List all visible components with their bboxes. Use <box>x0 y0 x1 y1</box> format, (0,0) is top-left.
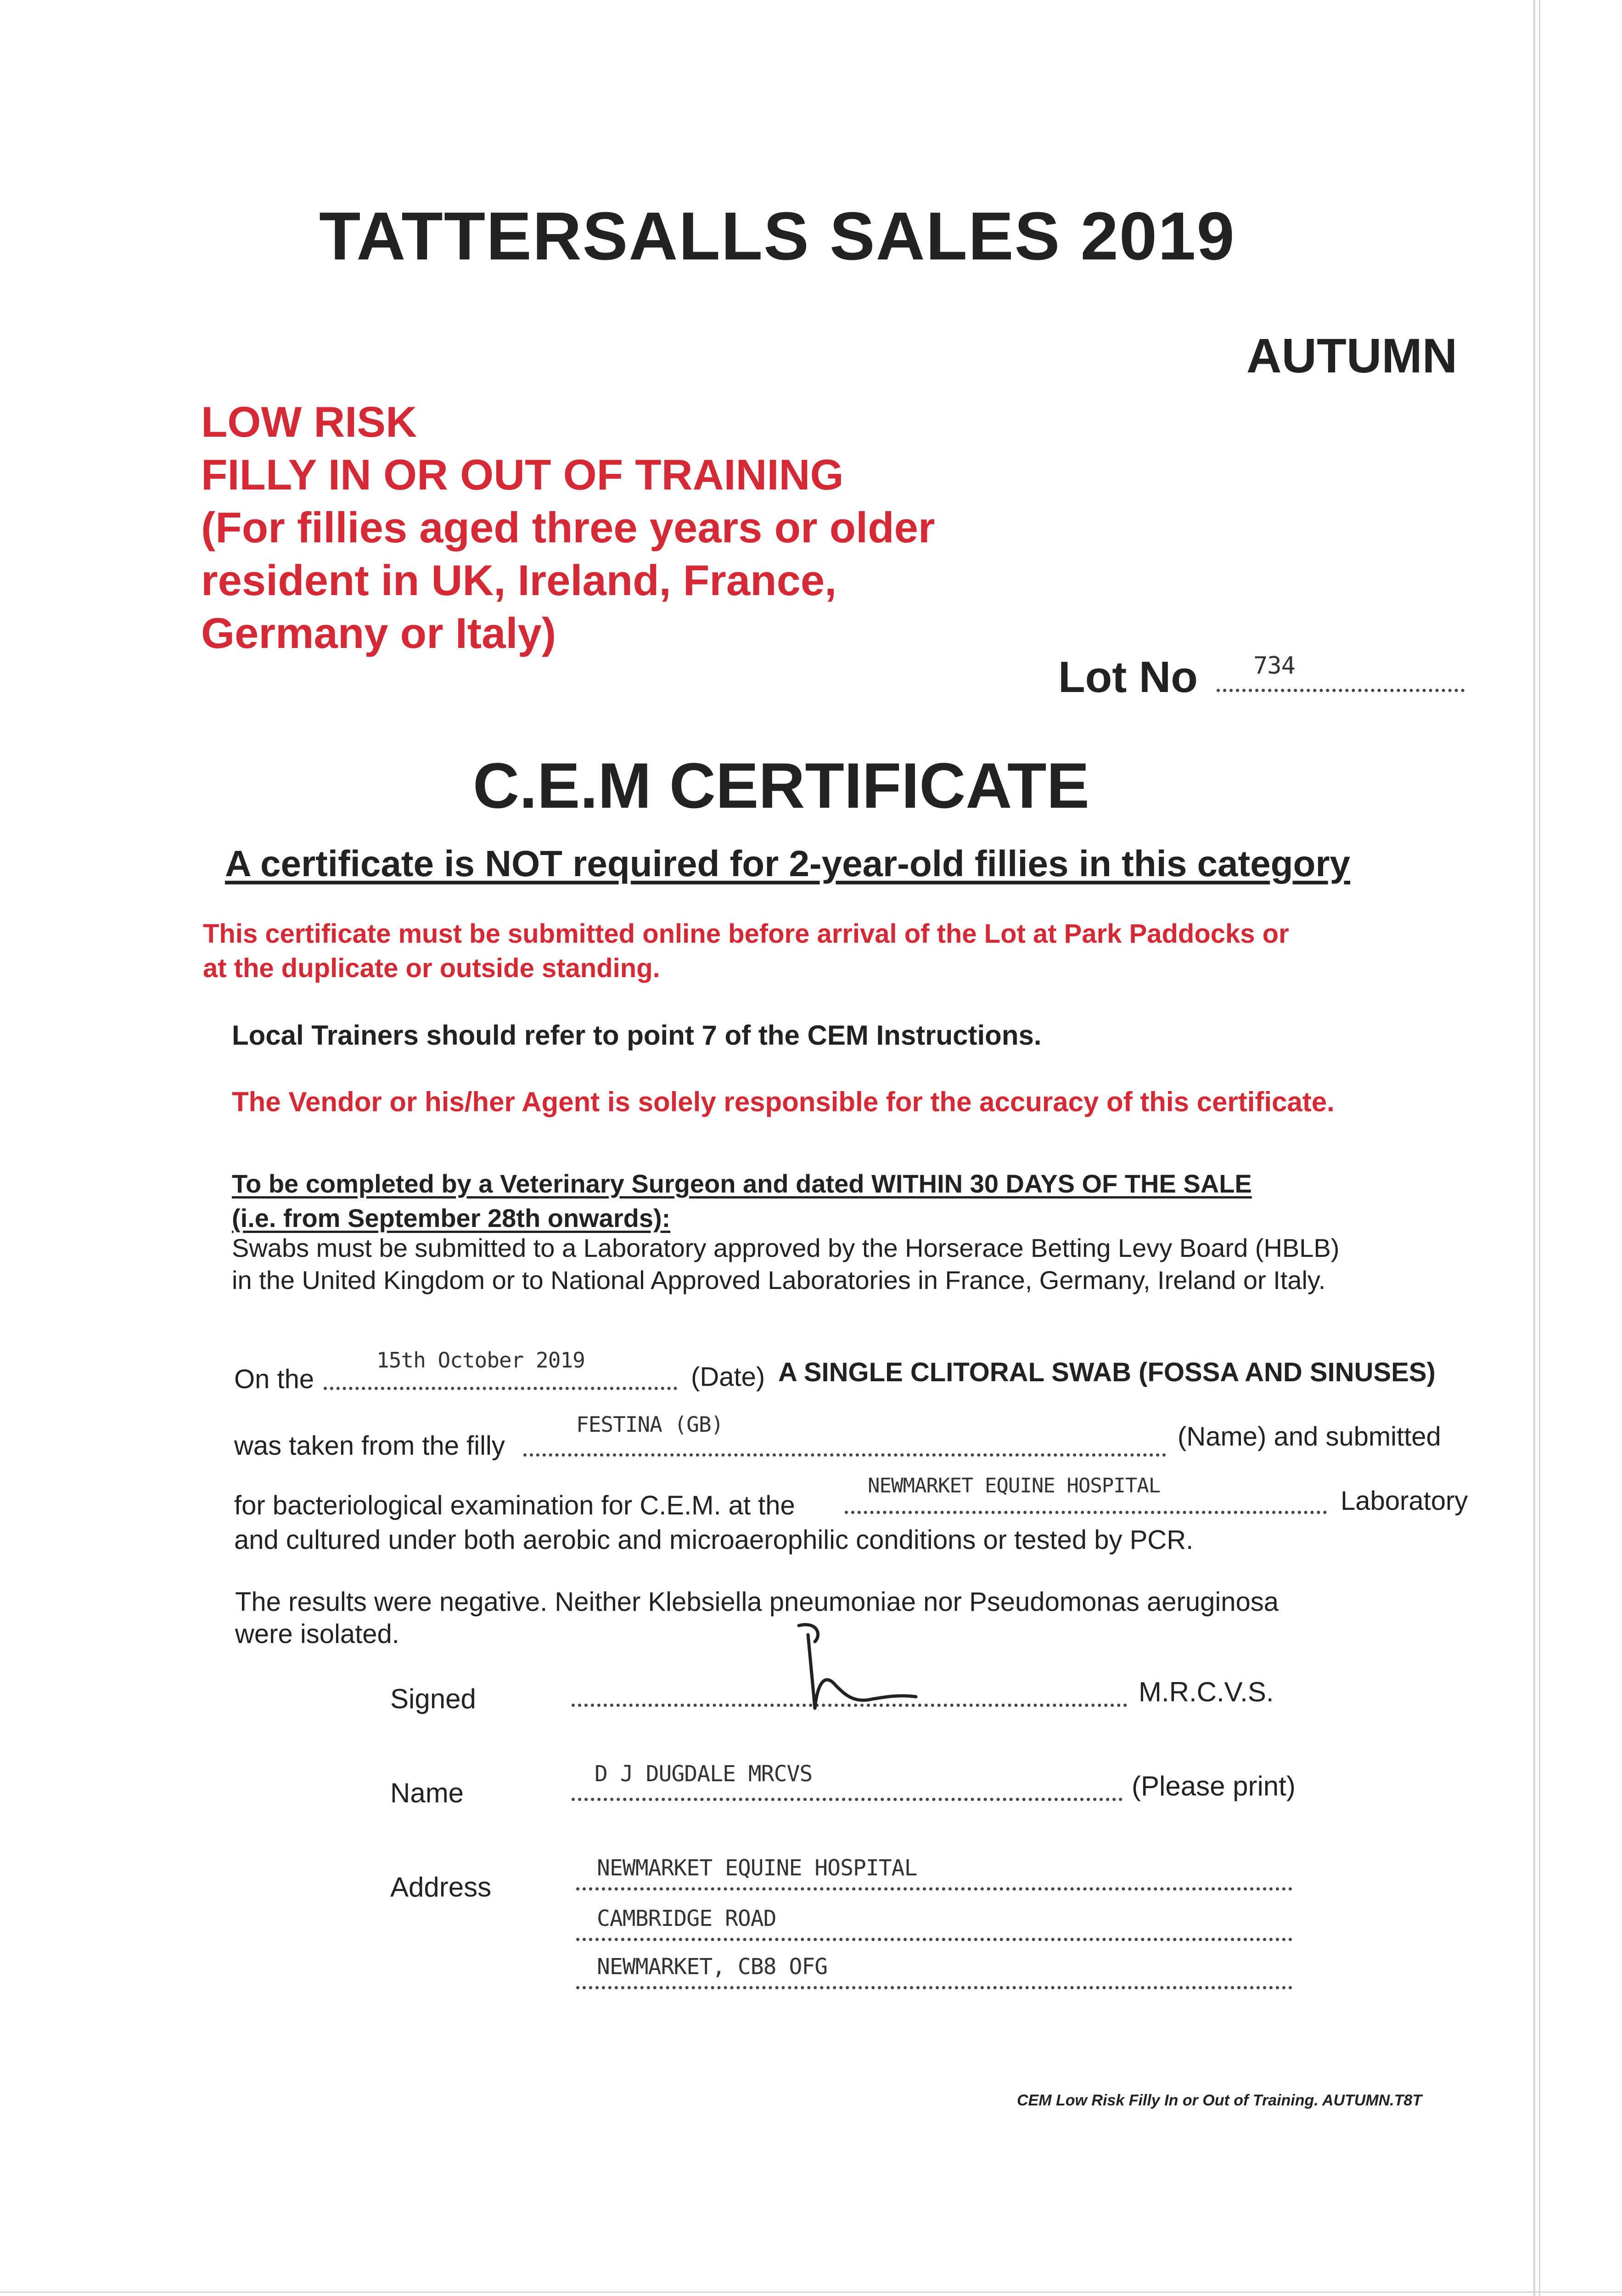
date-dotted-line <box>324 1387 677 1390</box>
name-label: Name <box>390 1778 464 1808</box>
scan-edge-right-outer <box>1539 0 1540 2296</box>
lab-label: for bacteriological examination for C.E.M. at the <box>234 1491 795 1520</box>
lab-suffix: Laboratory <box>1341 1486 1468 1516</box>
signature-mark <box>790 1616 937 1727</box>
culture-line: and cultured under both aerobic and microaerophilic conditions or tested by PCR. <box>234 1525 1194 1555</box>
name-dotted-line <box>572 1798 1122 1801</box>
season-label: AUTUMN <box>1246 329 1458 383</box>
date-value: 15th October 2019 <box>376 1348 585 1373</box>
certificate-title: C.E.M CERTIFICATE <box>473 749 1089 822</box>
category-line-4: resident in UK, Ireland, France, <box>201 556 837 604</box>
footer-reference: CEM Low Risk Filly In or Out of Training. AUTUMN.T8T <box>1017 2092 1422 2109</box>
category-line-3: (For fillies aged three years or older <box>201 503 935 551</box>
category-line-5: Germany or Italy) <box>201 609 556 657</box>
certificate-subtitle: A certificate is NOT required for 2-year-old fillies in this category <box>225 843 1351 884</box>
lot-dotted-line <box>1217 689 1465 692</box>
results-line-1: The results were negative. Neither Klebsiella pneumoniae nor Pseudomonas aeruginosa <box>235 1587 1279 1617</box>
address-line-1: NEWMARKET EQUINE HOSPITAL <box>597 1855 917 1881</box>
swab-description: A SINGLE CLITORAL SWAB (FOSSA AND SINUSES) <box>778 1357 1436 1387</box>
category-line-1: LOW RISK <box>201 398 417 446</box>
address-dotted-line-3 <box>576 1986 1292 1989</box>
instructions-body-line-1: Swabs must be submitted to a Laboratory approved by the Horserace Betting Levy Board (HBLB) <box>232 1233 1340 1262</box>
scan-edge-bottom <box>0 2291 1622 2293</box>
filly-label: was taken from the filly <box>234 1431 505 1461</box>
instructions-heading-line-1: To be completed by a Veterinary Surgeon and dated WITHIN 30 DAYS OF THE SALE <box>232 1169 1252 1198</box>
please-print-suffix: (Please print) <box>1132 1771 1296 1801</box>
submission-notice-line-1: This certificate must be submitted online before arrival of the Lot at Park Paddocks or <box>203 919 1289 949</box>
instructions-body-line-2: in the United Kingdom or to National Approved Laboratories in France, Germany, Ireland or Italy. <box>232 1266 1326 1294</box>
filly-dotted-line <box>523 1453 1166 1457</box>
address-line-3: NEWMARKET, CB8 OFG <box>597 1954 828 1980</box>
mrcvs-suffix: M.R.C.V.S. <box>1139 1677 1274 1707</box>
filly-suffix: (Name) and submitted <box>1178 1422 1441 1452</box>
trainers-note: Local Trainers should refer to point 7 of the CEM Instructions. <box>232 1020 1042 1051</box>
filly-name-value: FESTINA (GB) <box>576 1412 724 1437</box>
page-title: TATTERSALLS SALES 2019 <box>319 198 1235 274</box>
submission-notice-line-2: at the duplicate or outside standing. <box>203 953 660 983</box>
address-dotted-line-1 <box>576 1887 1292 1891</box>
lot-label: Lot No <box>1058 653 1198 702</box>
on-the-label: On the <box>234 1364 314 1394</box>
address-label: Address <box>390 1872 492 1902</box>
vet-name-value: D J DUGDALE MRCVS <box>595 1761 813 1787</box>
category-line-2: FILLY IN OR OUT OF TRAINING <box>201 450 844 499</box>
scan-edge-right <box>1533 0 1535 2296</box>
address-line-2: CAMBRIDGE ROAD <box>597 1906 776 1931</box>
instructions-heading-line-2: (i.e. from September 28th onwards): <box>232 1204 671 1232</box>
address-dotted-line-2 <box>576 1938 1292 1941</box>
date-suffix: (Date) <box>691 1362 765 1392</box>
lab-name-value: NEWMARKET EQUINE HOSPITAL <box>868 1474 1161 1497</box>
vendor-note: The Vendor or his/her Agent is solely responsible for the accuracy of this certificate. <box>232 1086 1335 1117</box>
signed-label: Signed <box>390 1683 476 1714</box>
lot-value: 734 <box>1253 652 1295 680</box>
lab-dotted-line <box>845 1511 1327 1514</box>
results-line-2: were isolated. <box>235 1619 399 1649</box>
